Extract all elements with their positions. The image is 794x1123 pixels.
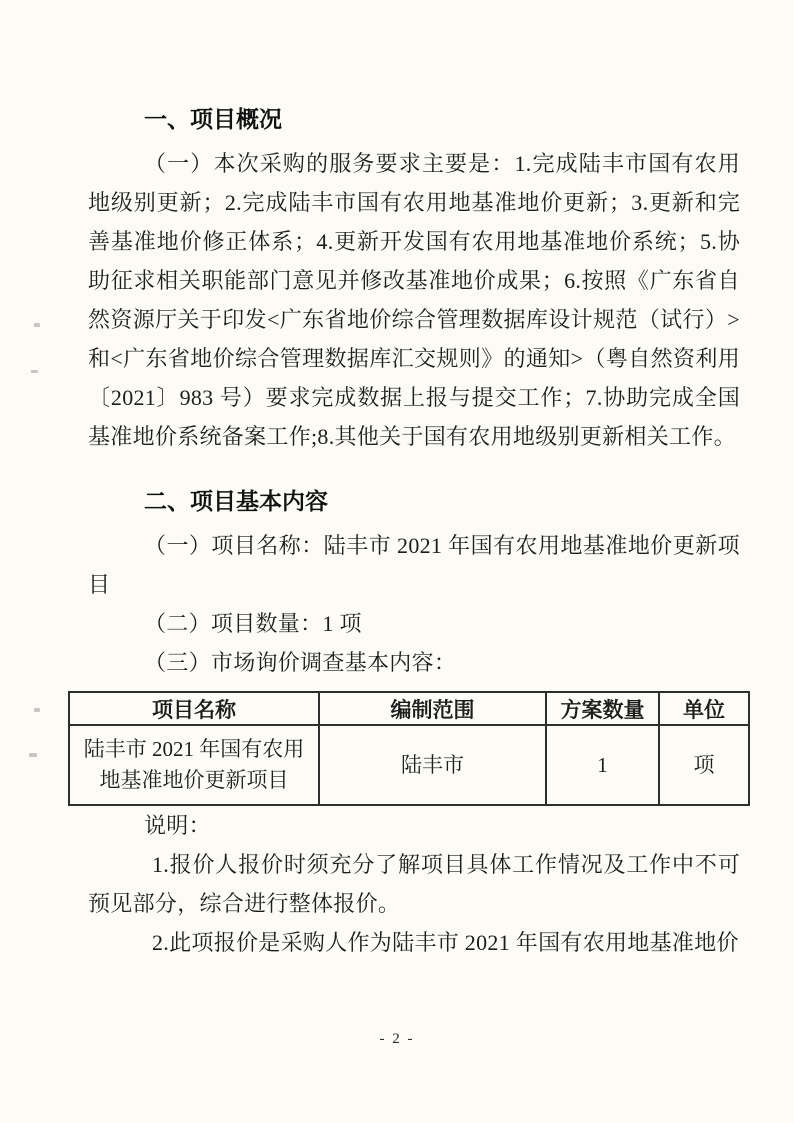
paragraph-project-quantity: （二）项目数量：1 项 [144, 611, 362, 636]
table-header-unit: 单位 [659, 692, 749, 725]
cell-unit: 项 [659, 725, 749, 805]
scan-speck [34, 323, 40, 327]
cell-project-name: 陆丰市 2021 年国有农用地基准地价更新项目 [69, 725, 319, 805]
notes-label: 说明： [144, 813, 211, 838]
scan-speck [29, 753, 37, 757]
scan-speck [31, 370, 38, 373]
note-1: 1.报价人报价时须充分了解项目具体工作情况及工作中不可预见部分，综合进行整体报价。 [88, 852, 740, 916]
table-header-compilation-scope: 编制范围 [319, 692, 546, 725]
inquiry-table [68, 691, 750, 806]
paragraph-inquiry-content: （三）市场询价调查基本内容： [144, 650, 457, 675]
section-heading-overview: 一、项目概况 [144, 107, 282, 133]
document-content [83, 100, 740, 962]
table-header-project-name: 项目名称 [69, 692, 319, 725]
table-row [69, 725, 749, 805]
section-heading-basic-content: 二、项目基本内容 [144, 489, 328, 515]
page-number: - 2 - [379, 1031, 415, 1047]
note-2: 2.此项报价是采购人作为陆丰市 2021 年国有农用地基准地价 [152, 930, 739, 955]
table-header-row [69, 692, 749, 725]
table-header-scheme-quantity: 方案数量 [546, 692, 659, 725]
paragraph-project-name: （一）项目名称：陆丰市 2021 年国有农用地基准地价更新项目 [88, 533, 740, 597]
cell-compilation-scope: 陆丰市 [319, 725, 546, 805]
scan-speck [34, 708, 40, 712]
cell-scheme-quantity: 1 [546, 725, 659, 805]
paragraph-service-requirements: （一）本次采购的服务要求主要是：1.完成陆丰市国有农用地级别更新；2.完成陆丰市国有农用地基准地价更新；3.更新和完善基准地价修正体系；4.更新开发国有农用地基准地价系统；5.协助征求相关职能部门意见并修改基准地价成果；6.按照《广东省自然资源厅关于印发<广东省地价综合管理数据库设计规范（试行）>和<广东省地价综合管理数据库汇交规则》的通知>（粤自然资利用〔2021〕983 号）要求完成数据上报与提交工作；7.协助完成全国基准地价系统备案工作;8.其他关于国有农用地级别更新相关工作。 [88, 151, 740, 449]
